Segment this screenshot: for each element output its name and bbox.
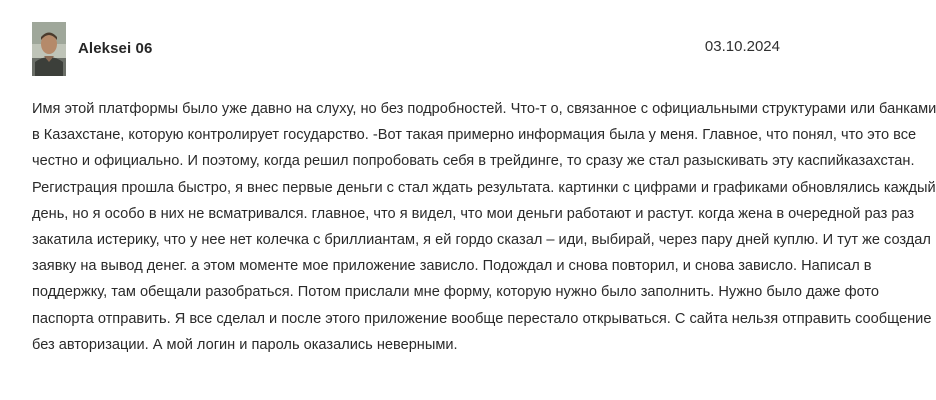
review-text-line: паспорта отправить. Я все сделал и после этого приложение вообще перестало открываться. С сайта нельзя отправить сообщение: [32, 310, 932, 327]
author-name[interactable]: Aleksei 06: [78, 40, 153, 57]
review-text-line: закатила истерику, что у нее нет колечка с бриллиантам, я ей гордо сказал – иди, выбирай, через пару дней куплю. И тут же создал: [32, 232, 931, 249]
review-text-line: Регистрация прошла быстро, я внес первые деньги с стал ждать результата. картинки с цифрами и графиками обновлялись каждый: [32, 179, 936, 196]
review-text-line: поддержку, там обещали разобраться. Потом прислали мне форму, которую нужно было заполнить. Нужно было даже фото: [32, 284, 880, 301]
review-header: [32, 22, 780, 78]
review-date: 03.10.2024: [704, 38, 780, 55]
review-text-line: день, но я особо в них не всматривался. главное, что я видел, что мои деньги работают и растут. когда жена в очередной раз раз: [32, 205, 915, 222]
review-text: [32, 96, 936, 358]
review-text-line: честно и официально. И поэтому, когда решил попробовать себя в трейдинге, то сразу же стал разыскивать эту каспийказахстан.: [32, 153, 915, 170]
review-text-line: Имя этой платформы было уже давно на слуху, но без подробностей. Что-т о, связанное с официальными структурами или банками: [32, 101, 936, 117]
user-photo-avatar-icon: [32, 22, 66, 76]
review-text-line: заявку на вывод денег. а этом моменте мое приложение зависло. Подождал и снова повторил, и снова зависло. Написал в: [32, 258, 872, 275]
review-text-line: в Казахстане, которую контролирует государство. -Вот такая примерно информация была у меня. Главное, что понял, что это все: [32, 127, 917, 144]
avatar[interactable]: [32, 22, 66, 76]
review-text-line: без авторизации. А мой логин и пароль оказались неверными.: [32, 336, 458, 353]
